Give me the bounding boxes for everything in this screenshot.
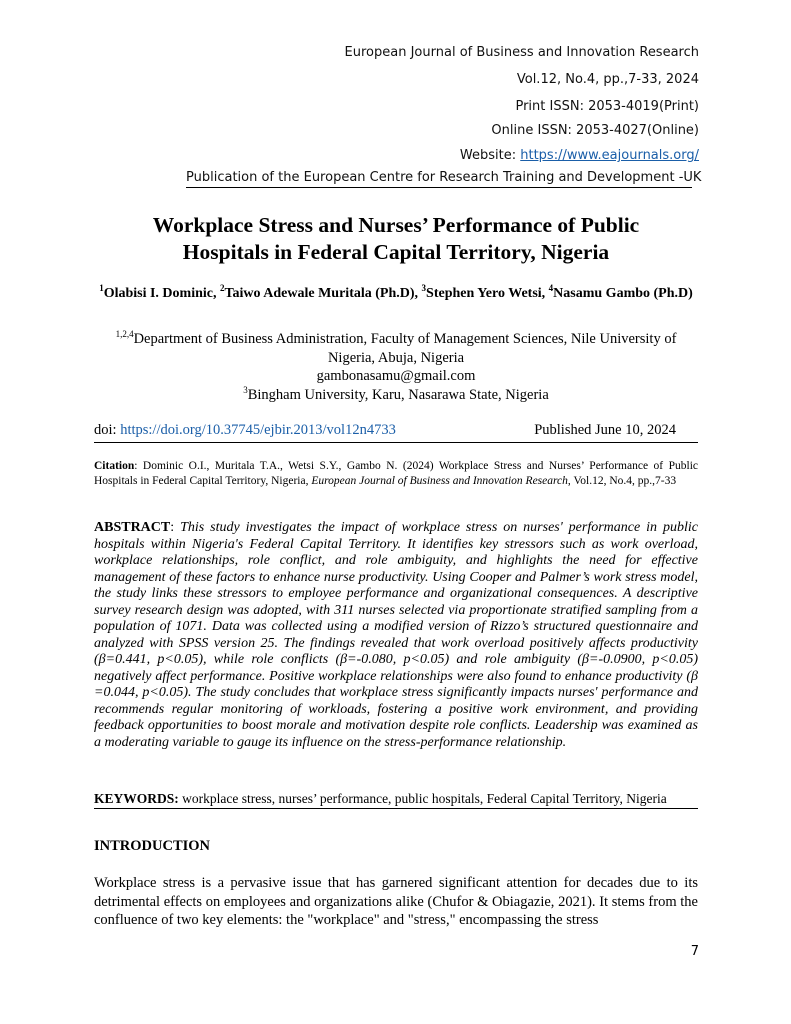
citation-text: : Dominic O.I., Muritala T.A., Wetsi S.Y., Gambo N. (2024) Workplace Stress and Nurses’ Performance of Public Hospitals in Federal Capital Territory, Nigeria, <box>94 460 698 487</box>
author-list <box>94 284 698 303</box>
affiliation-2 <box>94 386 698 405</box>
doi-row <box>94 422 698 440</box>
title-line-2: Hospitals in Federal Capital Territory, Nigeria <box>182 240 610 264</box>
section-heading: INTRODUCTION <box>94 838 211 854</box>
website-line <box>460 148 699 163</box>
section-body: Workplace stress is a pervasive issue that has garnered significant attention for decades due to its detrimental effects on employees and organizations alike (Chufor & Obiagazie, 2021). It stems from the confluence of two key elements: the "workplace" and "stress," encompassing the stress <box>94 875 698 928</box>
divider <box>94 808 698 809</box>
paper-title <box>94 212 698 266</box>
author-sup: 2 <box>219 283 225 293</box>
citation <box>94 459 698 489</box>
affiliations <box>94 330 698 404</box>
citation-tail: , Vol.12, No.4, pp.,7-33 <box>567 475 677 487</box>
author-name: Olabisi I. Dominic, <box>103 286 220 301</box>
website-link[interactable]: https://www.eajournals.org/ <box>520 148 699 163</box>
author-email: gambonasamu@gmail.com <box>316 368 476 384</box>
published-date: Published June 10, 2024 <box>534 422 676 438</box>
author-name: Nasamu Gambo (Ph.D) <box>553 286 693 301</box>
abstract: ABSTRACT: This study investigates the impact of workplace stress on nurses' performance in public hospitals within Nigeria's Federal Capital Territory. It identifies key stressors such as work overload, workplace relationships, role conflict, and role ambiguity, and highlights the need for effective management of these factors to enhance nurse productivity. Using Cooper and Palmer’s work stress model, the study links these stressors to employee performance and organizational consequences. A descriptive survey research design was adopted, with 311 nurses selected via proportionate stratified sampling from a population of 1071. Data was collected using a modified version of Rizzo’s structured questionnaire and analyzed with SPSS version 25. The findings revealed that work overload positively affects productivity (β=0.441, p<0.05), while role conflicts (β=-0.080, p<0.05) and role ambiguity (β=-0.0900, p<0.05) negatively affect performance. Positive workplace relationships were also found to enhance productivity (β =0.044, p<0.05). The study concludes that workplace stress significantly impacts nurses' performance and recommends regular monitoring of workloads, fostering a positive work environment, and providing feedback opportunities to boost morale and motivation despite role conflicts. Leadership was examined as a moderating variable to gauge its influence on the stress-performance relationship. <box>94 520 698 750</box>
doi-link[interactable]: https://doi.org/10.37745/ejbir.2013/vol12n4733 <box>120 422 396 438</box>
divider <box>94 442 698 443</box>
journal-name: European Journal of Business and Innovation Research <box>344 45 699 60</box>
online-issn: Online ISSN: 2053-4027(Online) <box>491 123 699 138</box>
author-sup: 4 <box>548 283 554 293</box>
doi <box>94 422 396 439</box>
volume-info: Vol.12, No.4, pp.,7-33, 2024 <box>516 72 699 87</box>
website-label: Website: <box>459 148 521 163</box>
keywords-text: workplace stress, nurses’ performance, public hospitals, Federal Capital Territory, Nigeria <box>178 791 667 806</box>
keywords <box>94 791 734 807</box>
abstract-label: ABSTRACT <box>94 520 171 535</box>
affiliation-1-sup: 1,2,4 <box>115 329 134 339</box>
affiliation-1 <box>94 330 698 367</box>
print-issn: Print ISSN: 2053-4019(Print) <box>515 99 699 114</box>
citation-label: Citation <box>94 460 135 472</box>
author-name: Stephen Yero Wetsi, <box>426 286 549 301</box>
citation-journal: European Journal of Business and Innovation Research <box>311 475 568 487</box>
doi-label: doi: <box>94 422 121 438</box>
affiliation-2-text: Bingham University, Karu, Nasarawa State, Nigeria <box>247 386 549 403</box>
author-sup: 1 <box>99 283 104 293</box>
author-sup: 3 <box>421 283 427 293</box>
abstract-text: This study investigates the impact of workplace stress on nurses' performance in public hospitals within Nigeria's Federal Capital Territory. It identifies key stressors such as work overload, workplace relationships, role conflict, and role ambiguity, and highlights the need for effective management of these factors to enhance nurse productivity. Using Cooper and Palmer’s work stress model, the study links these stressors to employee performance and organizational consequences. A descriptive survey research design was adopted, with 311 nurses selected via proportionate stratified sampling from a population of 1071. Data was collected using a modified version of Rizzo’s structured questionnaire and analyzed with SPSS version 25. The findings revealed that work overload positively affects productivity (β=0.441, p<0.05), while role conflicts (β=-0.080, p<0.05) and role ambiguity (β=-0.0900, p<0.05) negatively affect performance. Positive workplace relationships were also found to enhance productivity (β =0.044, p<0.05). The study concludes that workplace stress significantly impacts nurses' performance and recommends regular monitoring of workloads, fostering a positive work environment, and providing feedback opportunities to boost morale and motivation despite role conflicts. Leadership was examined as a moderating variable to gauge its influence on the stress-performance relationship. <box>94 520 698 750</box>
affiliation-2-sup: 3 <box>243 384 248 395</box>
title-line-1: Workplace Stress and Nurses’ Performance of Public <box>152 213 640 237</box>
page-number: 7 <box>690 944 699 959</box>
author-name: Taiwo Adewale Muritala (Ph.D), <box>224 286 422 301</box>
affiliation-1-text: Department of Business Administration, Faculty of Management Sciences, Nile University of Nigeria, Abuja, Nigeria <box>133 331 677 366</box>
keywords-label: KEYWORDS: <box>94 791 179 806</box>
publisher-line: Publication of the European Centre for Research Training and Development -UK <box>186 170 692 188</box>
